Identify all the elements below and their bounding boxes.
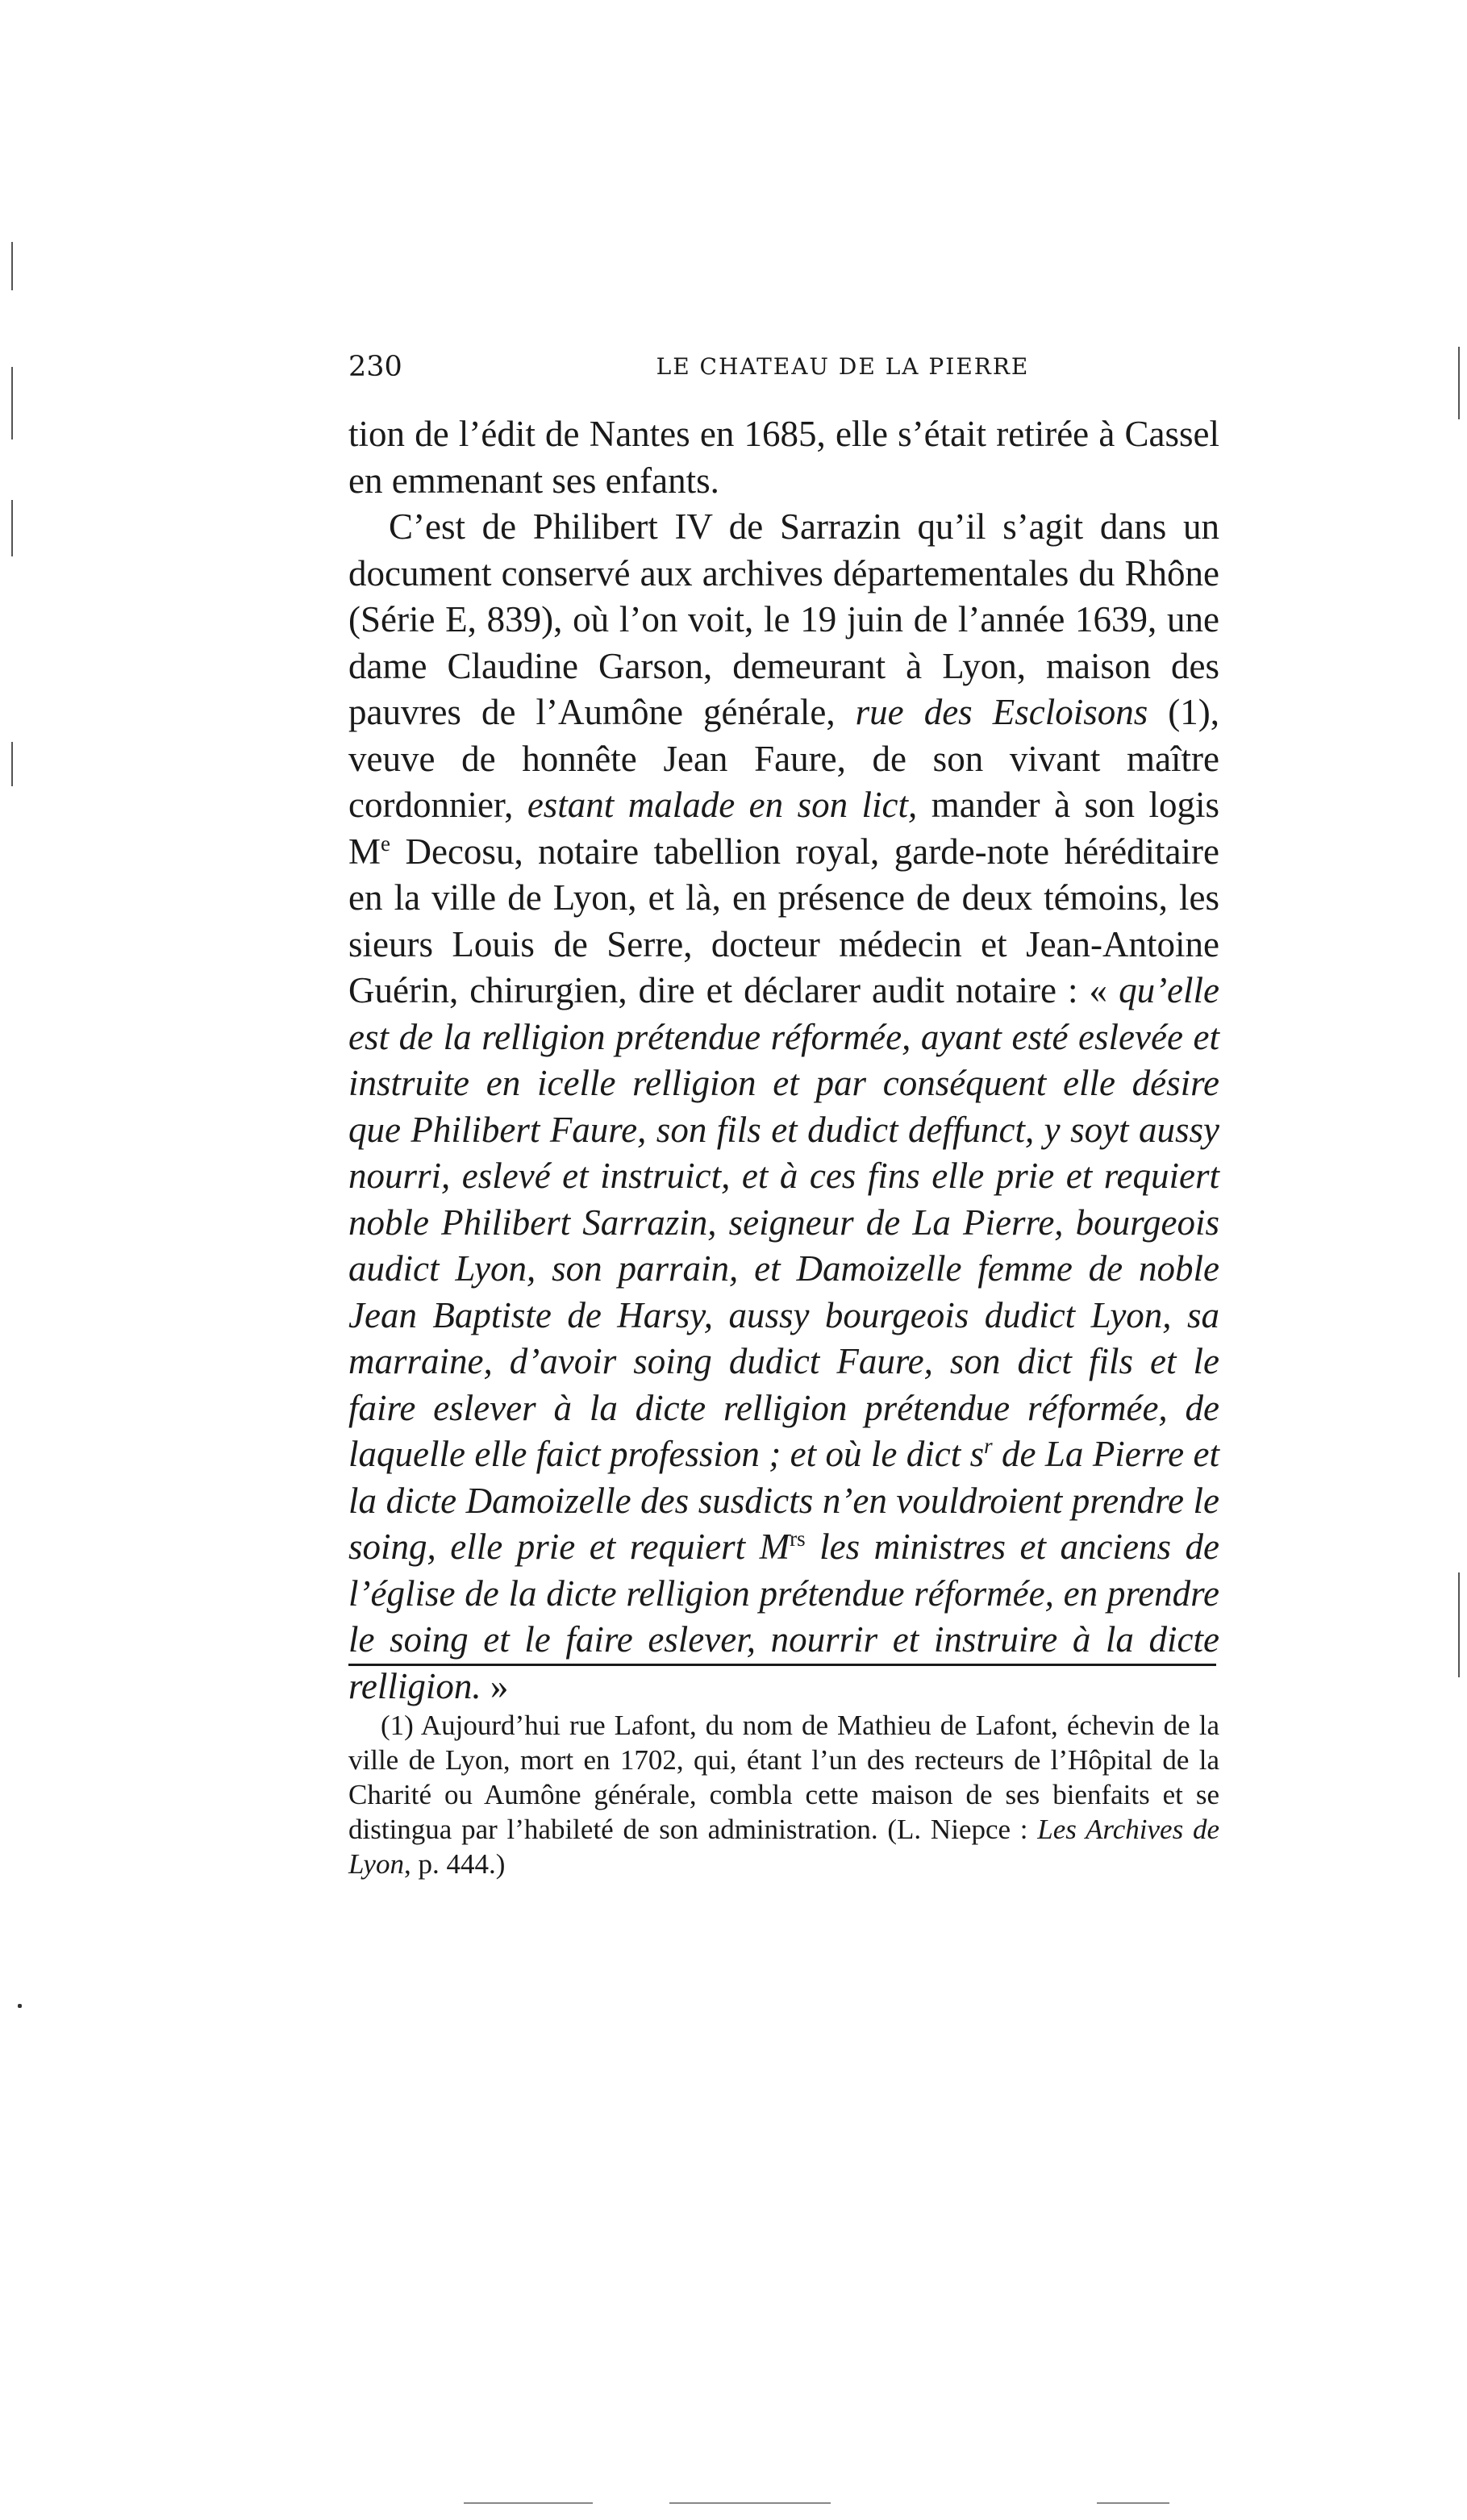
footnote-reference: (1) xyxy=(1168,692,1211,732)
scan-margin-mark xyxy=(1458,1572,1460,1677)
scan-bottom-mark xyxy=(464,2502,593,2504)
paragraph-continuation: tion de l’édit de Nantes en 1685, elle s’était retirée à Cassel en emmenant ses enfants. xyxy=(348,414,1219,501)
page-header xyxy=(348,347,1337,387)
scan-margin-mark xyxy=(11,742,13,786)
scan-speck xyxy=(18,2004,22,2008)
closing-quote: » xyxy=(481,1665,509,1706)
street-name: rue des Escloisons xyxy=(855,692,1148,732)
page-number: 230 xyxy=(348,351,402,383)
footnote xyxy=(348,1708,1219,1881)
superscript: r xyxy=(984,1433,993,1458)
text-run: (1) Aujourd’hui rue Lafont, du nom de Mathieu de Lafont, échevin de la ville de Lyon, mort en 1702, qui, étant l’un des recteurs de l’Hôpital de la Charité ou Aumône générale, combla cette maison de ses bienfaits et se distingua par l’habileté de son administration. (L. Niepce : xyxy=(348,1710,1219,1845)
text-run: , p. 444.) xyxy=(403,1848,506,1880)
text-run: , veuve de honnête Jean Faure, de son vivant maître cordonnier, xyxy=(348,692,1220,825)
source-title: Les Archives de Lyon xyxy=(348,1814,1219,1880)
scan-bottom-mark xyxy=(1097,2502,1169,2504)
quoted-declaration: les ministres et anciens de l’église de la dicte relligion prétendue réformée, en prendre le soing et le faire eslever, nourrir et instruire à la dicte relligion. xyxy=(348,1527,1219,1706)
text-run: C’est de Philibert IV de Sarrazin qu’il s’agit dans un document conservé aux archives départementales du Rhône (Série E, 839), où l’on voit, le 19 juin de l’année 1639, une dame Claudine Garson, demeurant à Lyon, maison des pauvres de l’Aumône générale, xyxy=(348,506,1219,732)
running-head: LE CHATEAU DE LA PIERRE xyxy=(656,353,1030,380)
text-run: Decosu, notaire tabellion royal, garde-note héréditaire en la ville de Lyon, et là, en présence de deux témoins, les sieurs Louis de Serre, docteur médecin et Jean-Antoine Guérin, chirurgien, dire et déclarer audit notaire : « xyxy=(348,831,1219,1010)
quoted-declaration: qu’elle est de la relligion prétendue réformée, ayant esté eslevée et instruite en icelle relligion et par conséquent elle désire que Philibert Faure, son fils et dudict deffunct, y soyt aussy nourri, eslevé et instruict, et à ces fins elle prie et requiert noble Philibert Sarrazin, seigneur de La Pierre, bourgeois audict Lyon, son parrain, et Damoizelle femme de noble Jean Baptiste de Harsy, aussy bourgeois dudict Lyon, sa marraine, d’avoir soing dudict Faure, son dict fils et le faire eslever à la dicte relligion prétendue réformée, de laquelle elle faict profession ; et où le dict s xyxy=(348,970,1219,1474)
superscript: e xyxy=(381,831,390,856)
scan-bottom-mark xyxy=(669,2502,831,2504)
italic-phrase: estant malade en son lict, xyxy=(527,785,918,825)
paragraph-document xyxy=(348,504,1219,1710)
scan-margin-mark xyxy=(11,242,13,290)
scan-margin-mark xyxy=(11,367,13,439)
footnote-separator xyxy=(348,1664,1216,1666)
text-run: mander à son logis M xyxy=(348,785,1219,872)
main-text xyxy=(348,411,1219,1710)
quoted-declaration: de La Pierre et la dicte Damoizelle des susdicts n’en vouldroient prendre le soing, elle prie et requiert M xyxy=(348,1434,1219,1567)
scan-margin-mark xyxy=(11,500,13,556)
superscript: rs xyxy=(790,1526,806,1551)
footnote-text xyxy=(348,1708,1219,1881)
scan-margin-mark xyxy=(1458,347,1460,419)
